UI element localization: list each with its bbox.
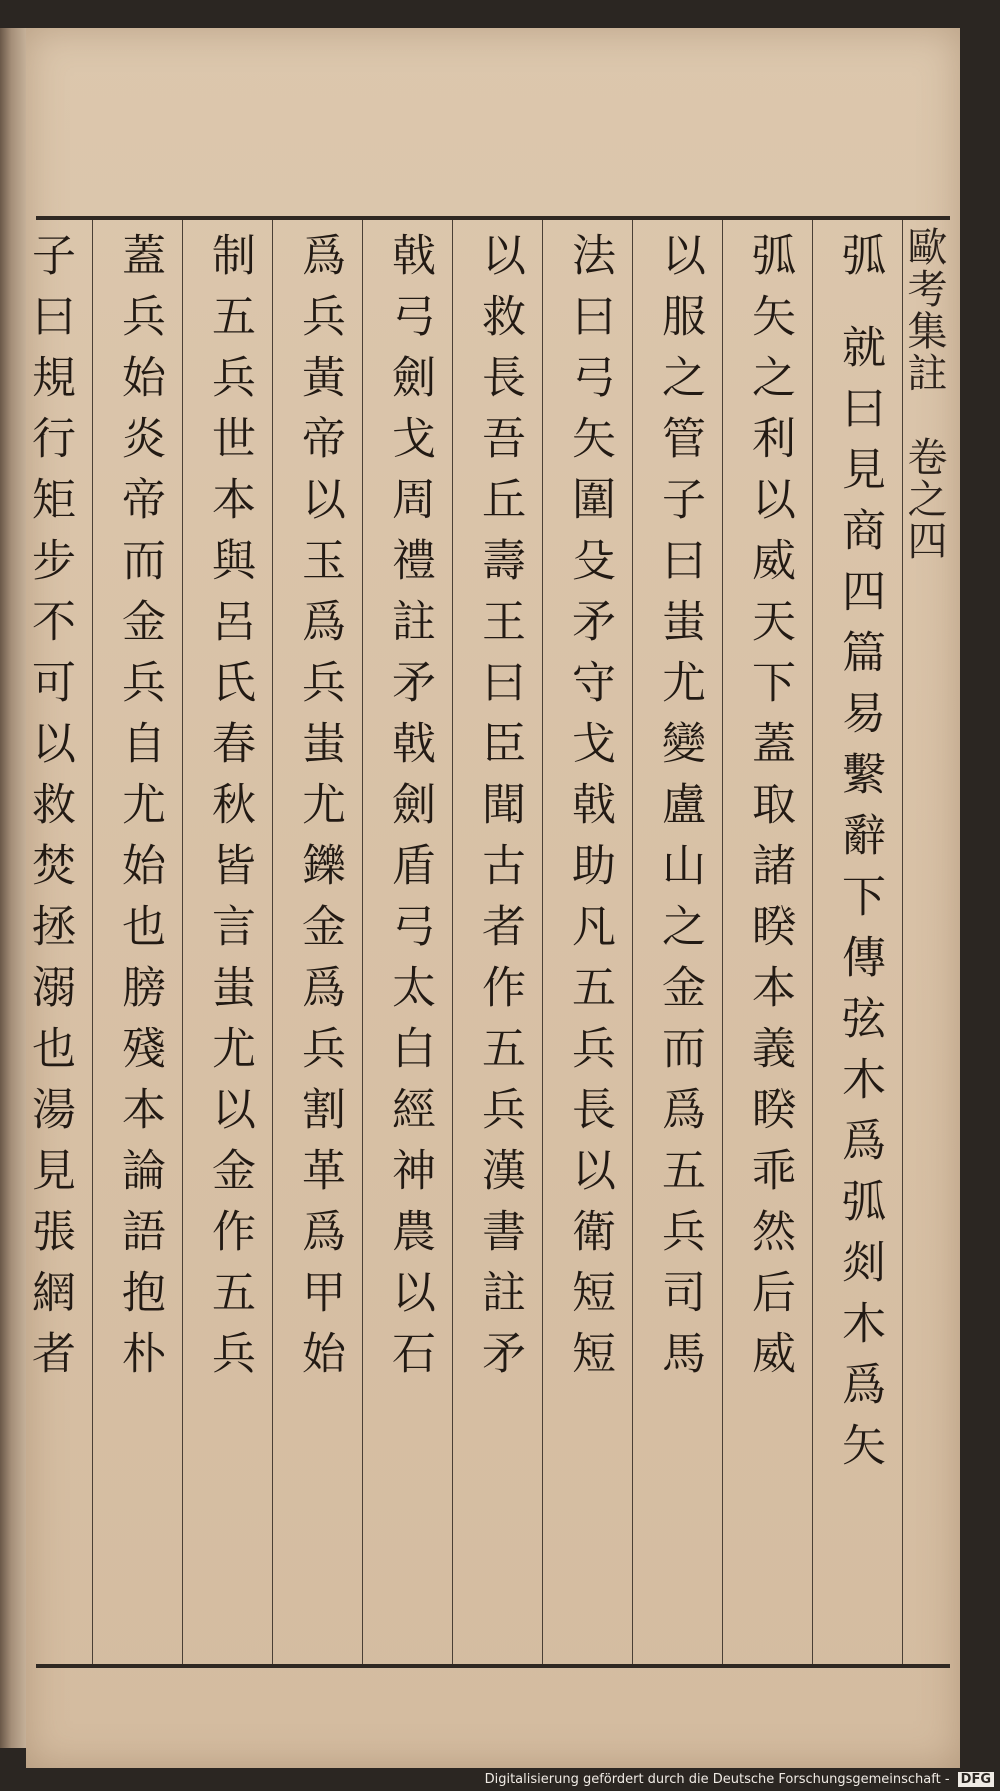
credit-text: Digitalisierung gefördert durch die Deutsche Forschungsgemeinschaft -: [484, 1772, 950, 1787]
text-column: 法曰弓矢圍殳矛守戈戟助凡五兵長以衛短短: [564, 232, 615, 1391]
text-column: [0, 232, 4, 1652]
text-column: 子曰規行矩步不可以救焚拯溺也湯見張網者: [24, 232, 75, 1391]
digitization-credit: [485, 1772, 994, 1787]
text-column: 制五兵世本與呂氏春秋皆言蚩尤以金作五兵: [204, 232, 255, 1391]
text-column: 以服之管子曰蚩尤變盧山之金而爲五兵司馬: [654, 232, 705, 1391]
page-header: 歐考集註 卷之四: [901, 226, 947, 562]
dfg-logo: DFG: [958, 1772, 994, 1787]
text-column: 弧矢之利以威天下蓋取諸睽本義睽乖然后威: [744, 232, 795, 1391]
text-column: 戟弓劍戈周禮註矛戟劍盾弓太白經神農以石: [384, 232, 435, 1391]
text-column: 以救長吾丘壽王曰臣聞古者作五兵漢書註矛: [474, 232, 525, 1391]
text-column: 弧 就曰見商四篇易繫辭下傳弦木爲弧剡木爲矢: [834, 232, 885, 1483]
text-column: 爲兵黃帝以玉爲兵蚩尤鑠金爲兵割革爲甲始: [294, 232, 345, 1391]
text-column: 蓋兵始炎帝而金兵自尤始也膀殘本論語抱朴: [114, 232, 165, 1391]
